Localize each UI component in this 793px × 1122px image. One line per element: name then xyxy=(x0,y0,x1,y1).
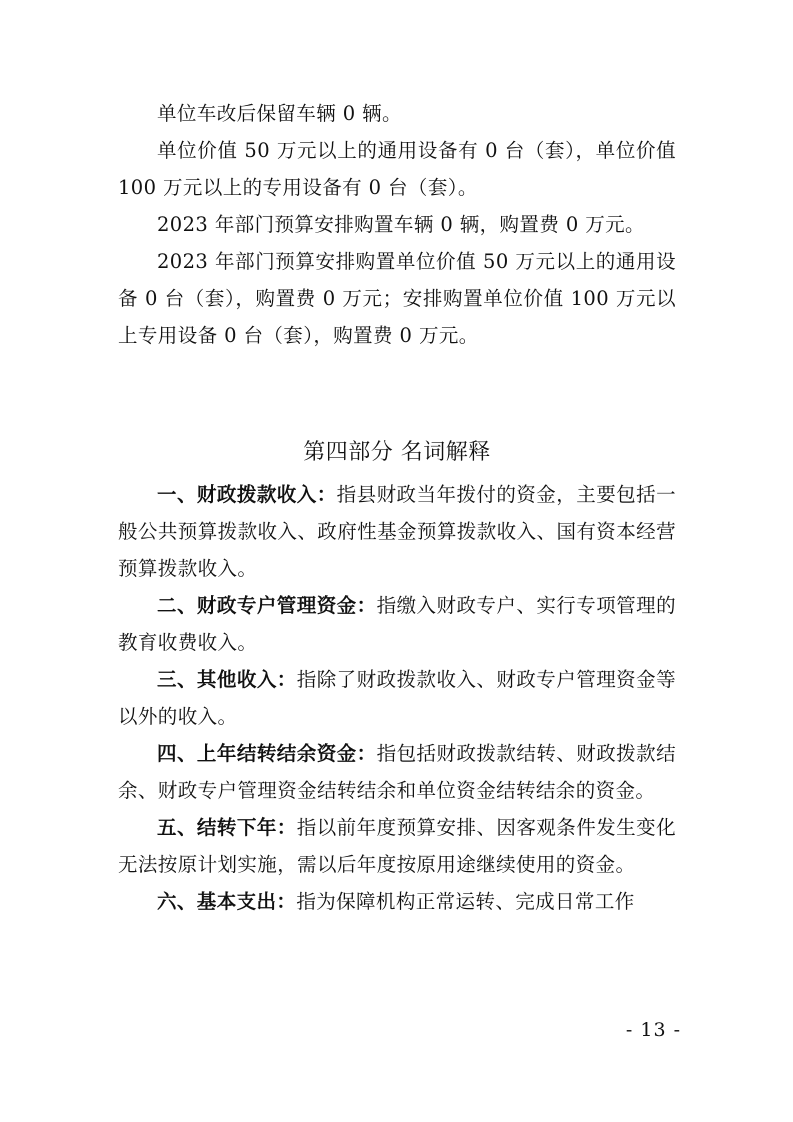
asset-paragraphs xyxy=(118,95,676,354)
definition-item xyxy=(118,809,676,883)
definition-term: 二、财政专户管理资金： xyxy=(157,594,377,617)
section-title: 第四部分 名词解释 xyxy=(303,440,491,465)
definition-term: 五、结转下年： xyxy=(157,816,297,839)
definition-term: 一、财政拨款收入： xyxy=(157,483,337,506)
definition-text: 指除了财政拨款收入、财政专户管理资金等以外的收入。 xyxy=(118,668,676,728)
definition-item xyxy=(118,587,676,661)
paragraph-equipment-purchase: 2023 年部门预算安排购置单位价值 50 万元以上的通用设备 0 台（套），购置费 0 万元；安排购置单位价值 100 万元以上专用设备 0 台（套），购置费 0 万元。 xyxy=(118,250,676,347)
definition-item xyxy=(118,735,676,809)
definition-text: 指以前年度预算安排、因客观条件发生变化无法按原计划实施，需以后年度按原用途继续使用的资金。 xyxy=(118,816,676,876)
paragraph-equipment-held: 单位价值 50 万元以上的通用设备有 0 台（套），单位价值 100 万元以上的专用设备有 0 台（套）。 xyxy=(118,139,676,199)
definitions-list xyxy=(118,476,676,920)
definition-item xyxy=(118,661,676,735)
definition-text: 指缴入财政专户、实行专项管理的教育收费收入。 xyxy=(118,594,676,654)
definition-text: 指包括财政拨款结转、财政拨款结余、财政专户管理资金结转结余和单位资金结转结余的资金。 xyxy=(118,742,676,802)
definition-term: 六、基本支出： xyxy=(157,890,297,913)
definition-text: 指为保障机构正常运转、完成日常工作 xyxy=(296,890,635,913)
definition-term: 四、上年结转结余资金： xyxy=(157,742,377,765)
definition-item xyxy=(118,883,676,920)
definition-text: 指县财政当年拨付的资金，主要包括一般公共预算拨款收入、政府性基金预算拨款收入、国有资本经营预算拨款收入。 xyxy=(118,483,676,580)
page-number: - 13 - xyxy=(625,1019,681,1041)
definition-item xyxy=(118,476,676,587)
definition-term: 三、其他收入： xyxy=(157,668,297,691)
paragraph-vehicles-retained: 单位车改后保留车辆 0 辆。 xyxy=(157,102,402,125)
paragraph-vehicle-purchase: 2023 年部门预算安排购置车辆 0 辆，购置费 0 万元。 xyxy=(157,213,645,236)
